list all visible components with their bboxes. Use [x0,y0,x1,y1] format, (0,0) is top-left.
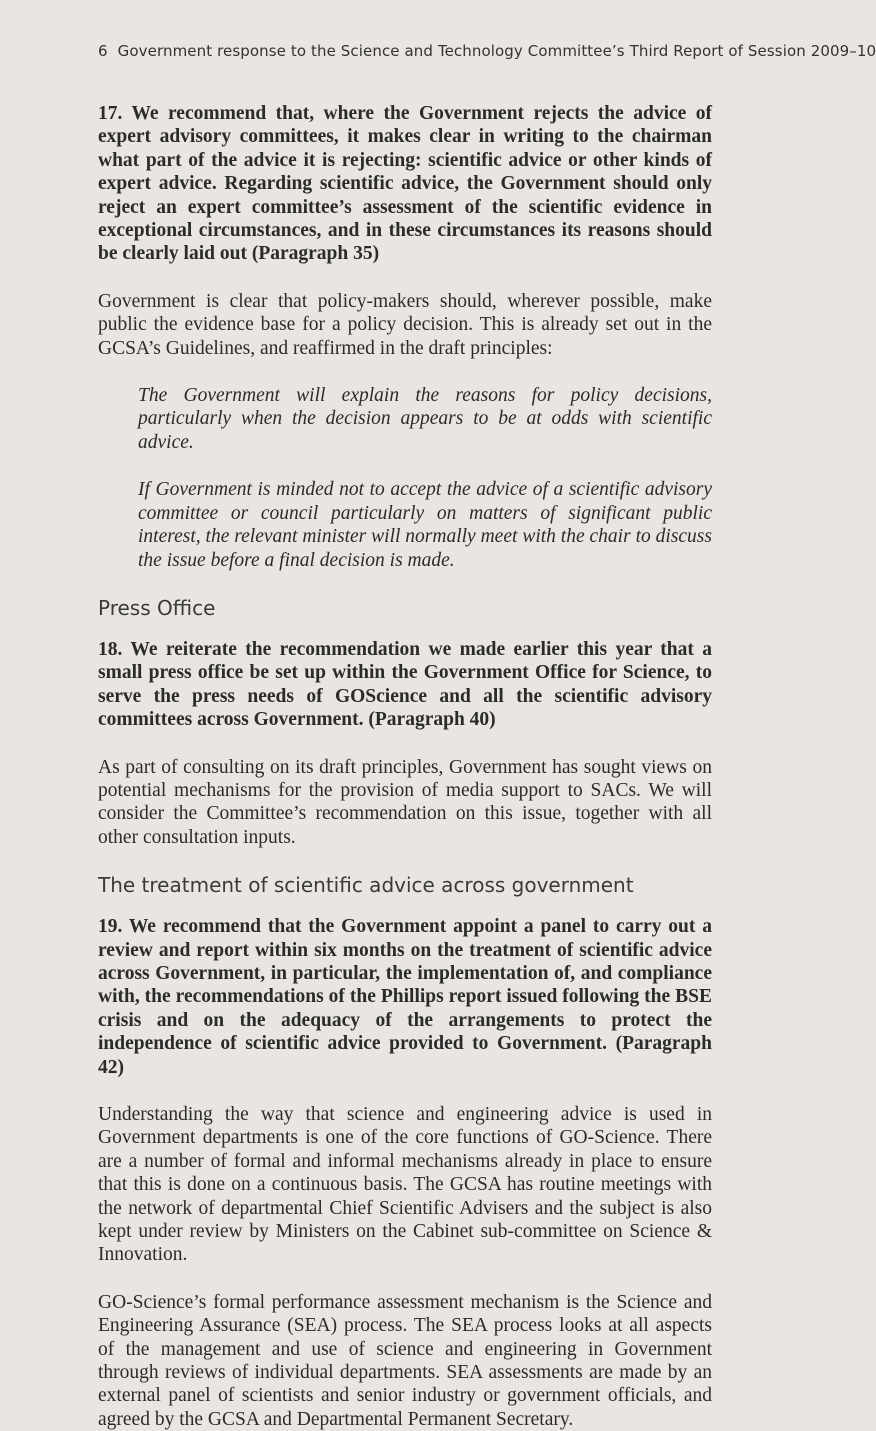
recommendation-18: 18. We reiterate the recommendation we made earlier this year that a small press office be set up within the Government Office for Science, to serve the press needs of GOScience and all the scientific advisory committees across Government. (Paragraph 40) [98,638,712,731]
heading-treatment-of-advice: The treatment of scientific advice across government [98,873,634,898]
response-17: Government is clear that policy-makers should, wherever possible, make public the evidence base for a policy decision. This is already set out in the GCSA’s Guidelines, and reaffirmed in the draft principles: [98,290,712,359]
quote-principle-1: The Government will explain the reasons for policy decisions, particularly when the decision appears to be at odds with scientific advice. [138,385,712,453]
response-19-part-1: Understanding the way that science and engineering advice is used in Government departments is one of the core functions of GO-Science. There are a number of formal and informal mechanisms already in place to ensure that this is done on a continuous basis. The GCSA has routine meetings with the network of departmental Chief Scientific Advisers and the subject is also kept under review by Ministers on the Cabinet sub-committee on Science & Innovation. [98,1104,712,1266]
running-header [98,42,876,60]
response-18: As part of consulting on its draft principles, Government has sought views on potential mechanisms for the provision of media support to SACs. We will consider the Committee’s recommendation on this issue, together with all other consultation inputs. [98,756,712,848]
recommendation-17: 17. We recommend that, where the Government rejects the advice of expert advisory committees, it makes clear in writing to the chairman what part of the advice it is rejecting: scientific advice or other kinds of expert advice. Regarding scientific advice, the Government should only reject an expert committee’s assessment of the scientific evidence in exceptional circumstances, and in these circumstances its reasons should be clearly laid out (Paragraph 35) [98,103,712,265]
heading-press-office: Press Office [98,595,216,620]
page-number: 6 [98,42,108,60]
header-title: Government response to the Science and Technology Committee’s Third Report of Session 2009–10 [117,42,876,60]
quote-principle-2: If Government is minded not to accept the advice of a scientific advisory committee or council particularly on matters of significant public interest, the relevant minister will normally meet with the chair to discuss the issue before a final decision is made. [138,479,712,571]
response-19-part-2: GO-Science’s formal performance assessment mechanism is the Science and Engineering Assurance (SEA) process. The SEA process looks at all aspects of the management and use of science and engineering in Government through reviews of individual departments. SEA assessments are made by an external panel of scientists and senior industry or government officials, and agreed by the GCSA and Departmental Permanent Secretary. [98,1291,712,1430]
recommendation-19: 19. We recommend that the Government appoint a panel to carry out a review and report within six months on the treatment of scientific advice across Government, in particular, the implementation of, and compliance with, the recommendations of the Phillips report issued following the BSE crisis and on the adequacy of the arrangements to protect the independence of scientific advice provided to Government. (Paragraph 42) [98,916,712,1078]
